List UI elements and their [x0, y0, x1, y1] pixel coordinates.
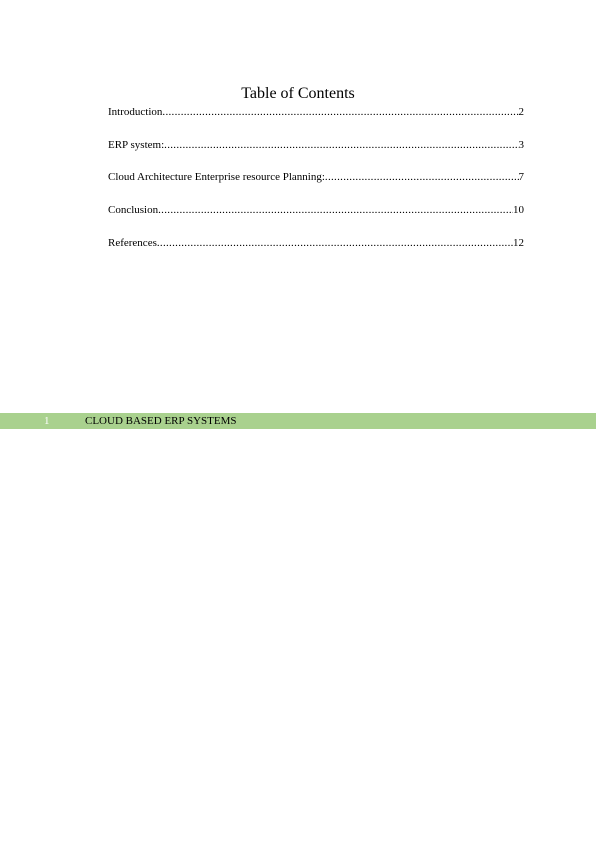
toc-entry-conclusion[interactable]	[108, 202, 524, 218]
toc-title: Table of Contents	[241, 85, 355, 102]
toc-dot-leader	[325, 169, 519, 185]
toc-entry-label: ERP system:	[108, 138, 165, 151]
toc-list	[108, 104, 524, 267]
toc-entry-page: 10	[513, 204, 524, 217]
toc-entry-introduction[interactable]	[108, 104, 524, 120]
header-page-number: 1	[44, 415, 50, 427]
toc-entry-label: Conclusion	[108, 204, 159, 217]
toc-entry-page: 3	[518, 138, 524, 151]
toc-entry-cloud-architecture[interactable]	[108, 169, 524, 185]
toc-entry-page: 2	[518, 106, 524, 118]
toc-entry-page: 12	[513, 236, 524, 249]
toc-entry-label: Cloud Architecture Enterprise resource Planning:	[108, 171, 325, 184]
toc-dot-leader	[162, 104, 518, 120]
toc-entry-label: References	[108, 236, 157, 249]
toc-dot-leader	[157, 235, 513, 251]
toc-entry-references[interactable]	[108, 235, 524, 251]
toc-entry-label: Introduction	[108, 106, 163, 118]
header-title: CLOUD BASED ERP SYSTEMS	[85, 415, 237, 427]
toc-entry-page: 7	[518, 171, 524, 184]
running-header	[0, 413, 596, 429]
toc-dot-leader	[164, 137, 518, 153]
toc-entry-erp-system[interactable]	[108, 137, 524, 153]
toc-dot-leader	[158, 202, 513, 218]
